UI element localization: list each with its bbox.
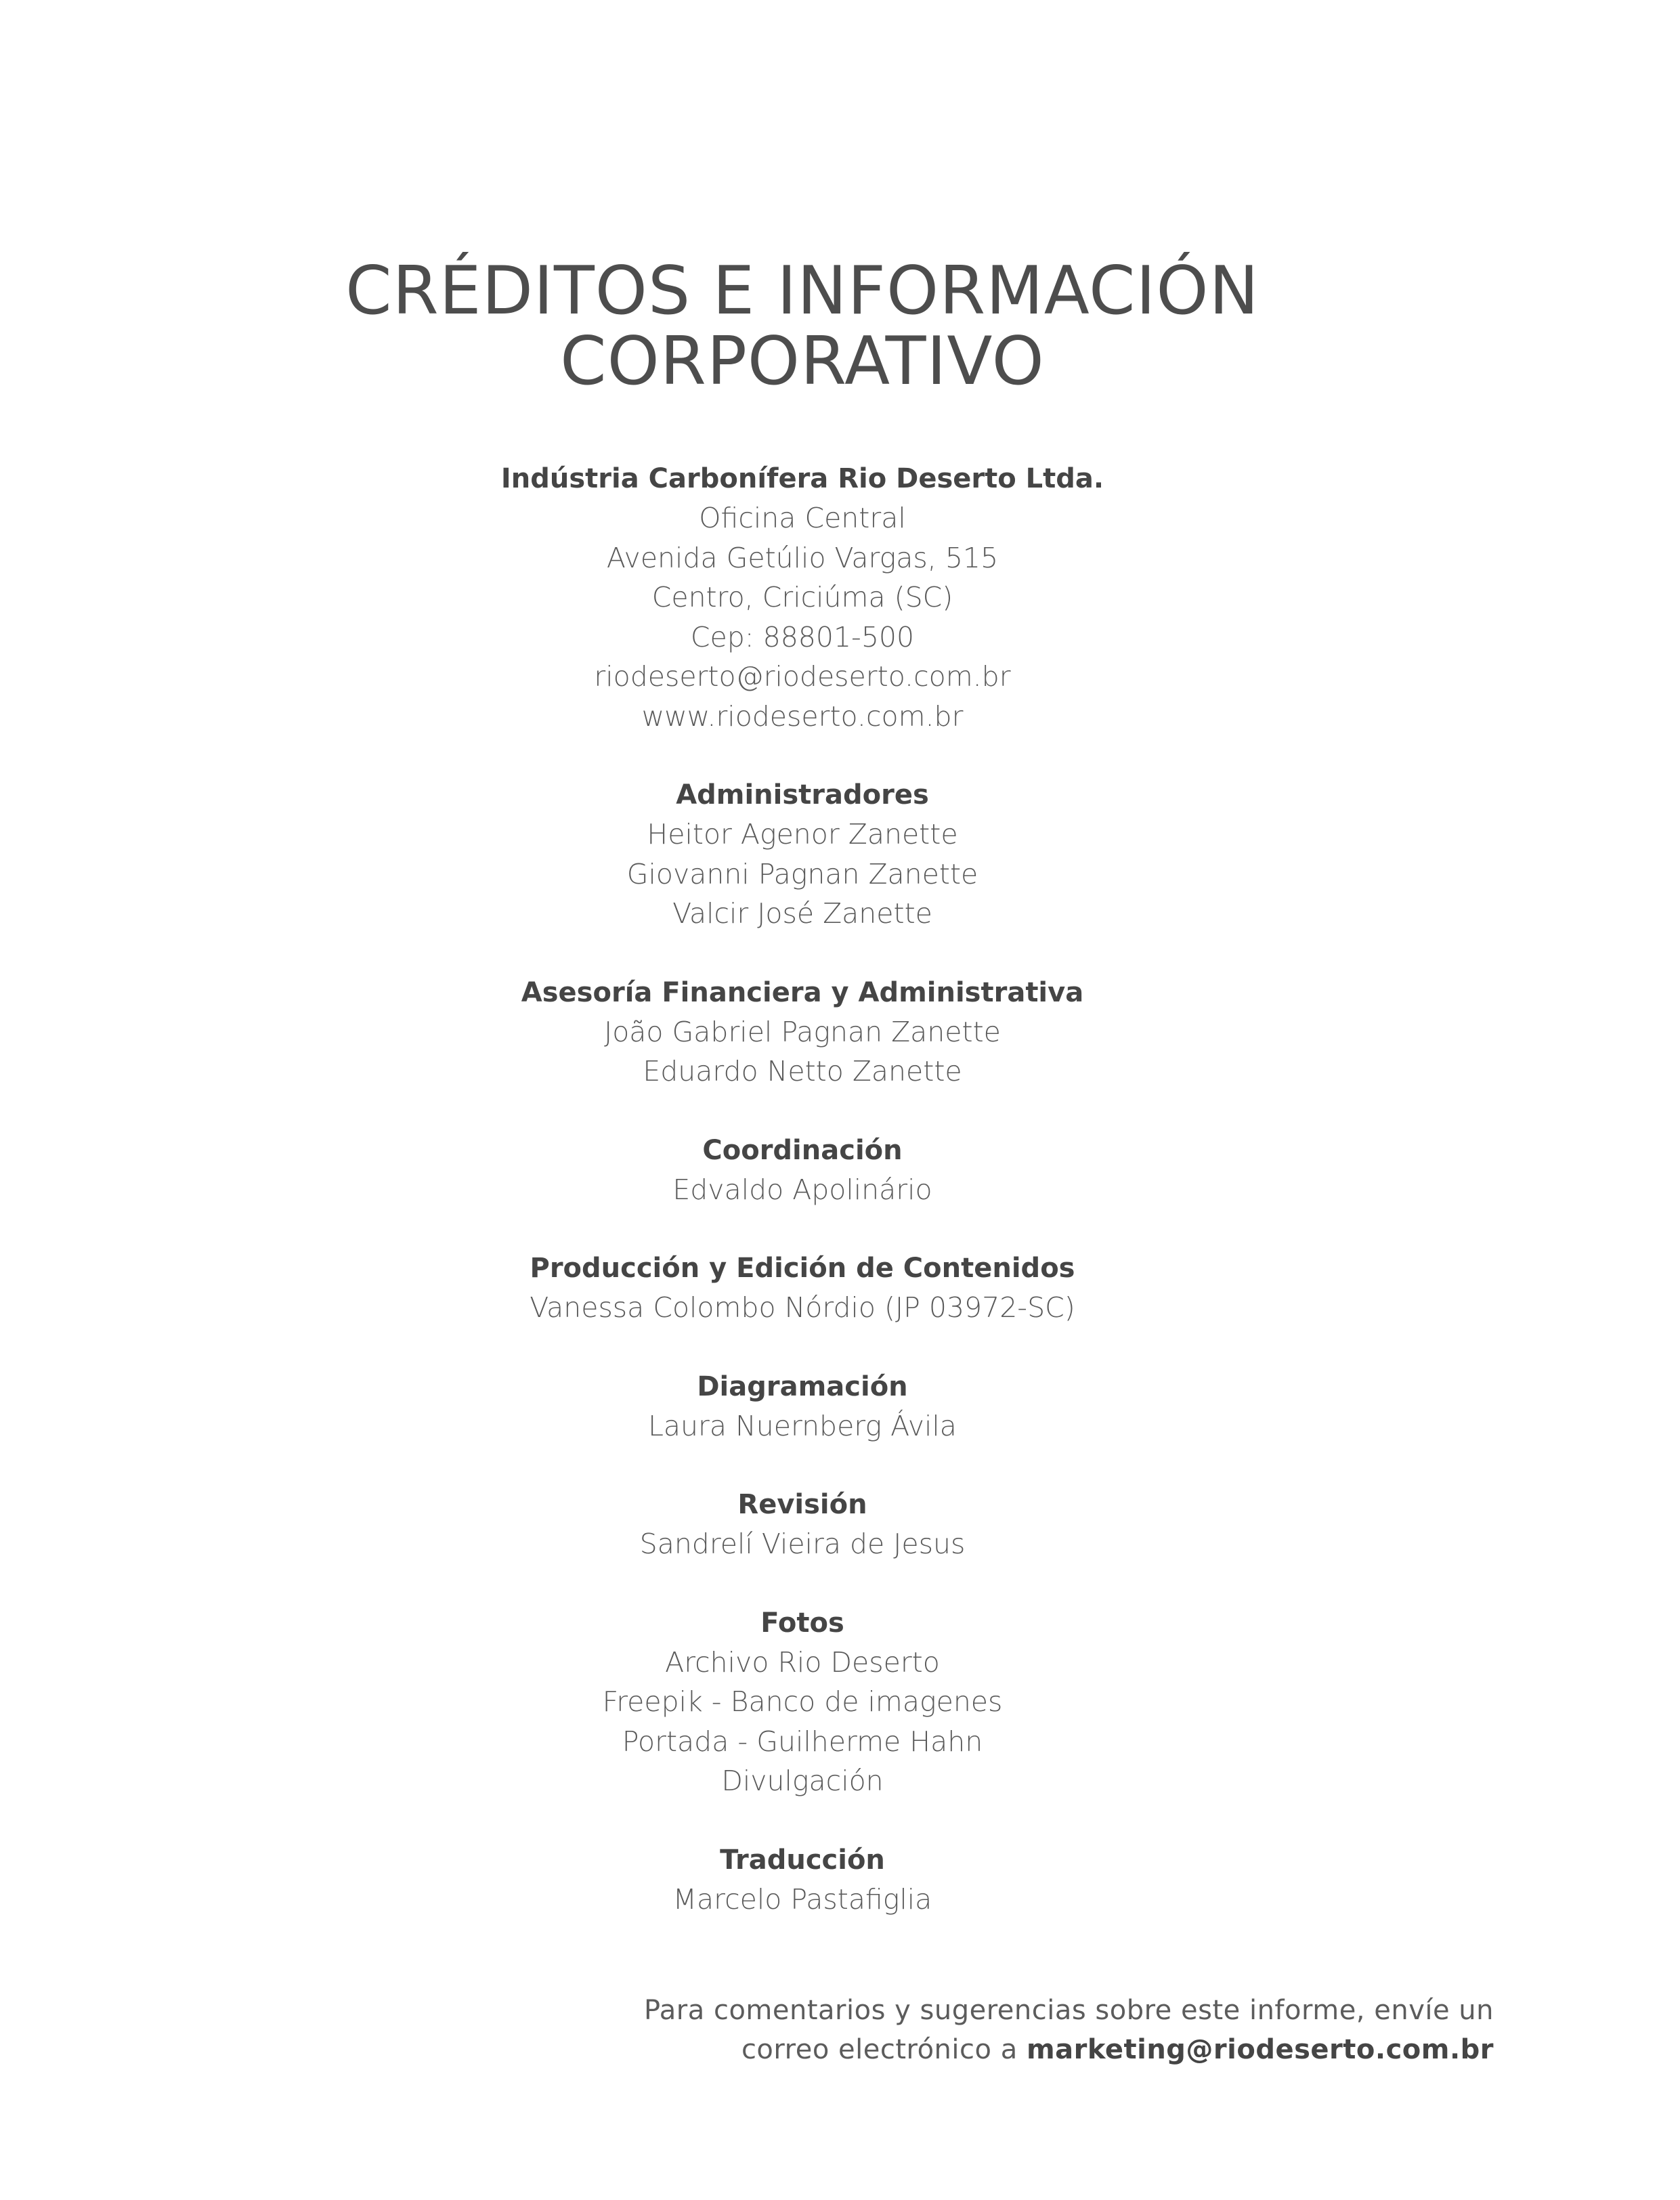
page-title bbox=[0, 253, 1605, 400]
section-line: Portada - Guilherme Hahn bbox=[622, 1725, 983, 1758]
section-administradores bbox=[0, 775, 1605, 934]
section-line: Vanessa Colombo Nórdio (JP 03972-SC) bbox=[530, 1291, 1075, 1324]
section-heading: Diagramación bbox=[697, 1371, 908, 1402]
section-line: Eduardo Netto Zanette bbox=[643, 1055, 962, 1087]
feedback-note-prefix: correo electrónico a bbox=[741, 2034, 1018, 2065]
section-heading: Traducción bbox=[720, 1844, 885, 1876]
feedback-note bbox=[478, 1991, 1494, 2069]
section-revision bbox=[0, 1485, 1605, 1564]
page-title-line-2: CORPORATIVO bbox=[560, 323, 1045, 400]
section-heading: Revisión bbox=[737, 1489, 867, 1520]
section-heading: Administradores bbox=[676, 779, 929, 811]
section-heading: Producción y Edición de Contenidos bbox=[530, 1253, 1075, 1284]
credits-list bbox=[0, 459, 1605, 1958]
page-title-line-1: CRÉDITOS E INFORMACIÓN bbox=[345, 253, 1259, 330]
section-line: Laura Nuernberg Ávila bbox=[648, 1409, 957, 1442]
section-asesoria bbox=[0, 973, 1605, 1092]
section-line: Sandrelí Vieira de Jesus bbox=[639, 1528, 966, 1560]
feedback-email-link[interactable]: marketing@riodeserto.com.br bbox=[1026, 2034, 1494, 2065]
section-line: Avenida Getúlio Vargas, 515 bbox=[606, 541, 999, 574]
section-line: Marcelo Pastafiglia bbox=[672, 1882, 932, 1916]
section-fotos bbox=[0, 1603, 1605, 1801]
section-line: Centro, Criciúma (SC) bbox=[651, 581, 953, 613]
section-line: Oficina Central bbox=[699, 502, 906, 534]
section-line: Giovanni Pagnan Zanette bbox=[626, 857, 978, 890]
section-heading: Indústria Carbonífera Rio Deserto Ltda. bbox=[500, 463, 1104, 494]
section-produccion bbox=[0, 1249, 1605, 1328]
section-heading: Coordinación bbox=[702, 1134, 903, 1166]
section-heading: Asesoría Financiera y Administrativa bbox=[521, 976, 1084, 1008]
section-diagramacion bbox=[0, 1367, 1605, 1446]
section-company bbox=[0, 459, 1605, 736]
section-line: Edvaldo Apolinário bbox=[672, 1173, 932, 1206]
section-line: Heitor Agenor Zanette bbox=[647, 818, 958, 850]
section-coordinacion bbox=[0, 1131, 1605, 1210]
section-line: Divulgación bbox=[721, 1765, 884, 1797]
feedback-note-line-2 bbox=[478, 2030, 1494, 2069]
company-email-link[interactable]: riodeserto@riodeserto.com.br bbox=[594, 660, 1011, 693]
section-traduccion bbox=[0, 1840, 1605, 1920]
section-line: Valcir José Zanette bbox=[672, 897, 932, 930]
section-line: Cep: 88801-500 bbox=[690, 620, 915, 653]
section-line: Archivo Rio Deserto bbox=[665, 1645, 940, 1679]
company-website-link[interactable]: www.riodeserto.com.br bbox=[641, 699, 964, 733]
feedback-note-line-1: Para comentarios y sugerencias sobre este informe, envíe un bbox=[643, 1995, 1494, 2026]
section-line: João Gabriel Pagnan Zanette bbox=[604, 1015, 1001, 1048]
section-line: Freepik - Banco de imagenes bbox=[602, 1685, 1003, 1718]
section-heading: Fotos bbox=[760, 1607, 844, 1639]
